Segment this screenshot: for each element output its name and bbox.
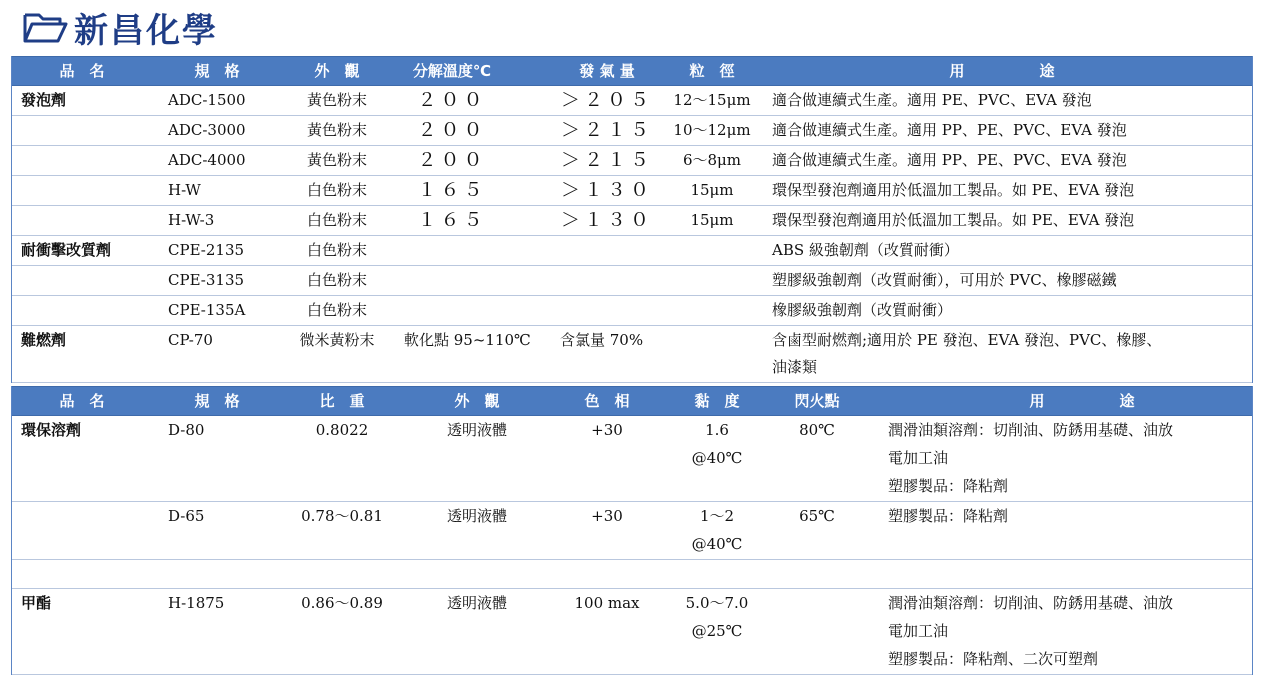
product-spec: D-80 xyxy=(168,421,205,439)
color-value: +30 xyxy=(591,421,623,439)
col-header-usage: 用 途 xyxy=(949,62,1055,80)
col-header-appearance: 外 觀 xyxy=(454,392,500,410)
table-row xyxy=(12,296,1252,326)
specific-gravity: 0.8022 xyxy=(315,421,369,439)
table-header xyxy=(12,56,1252,86)
table-row xyxy=(12,146,1252,176)
gas-volume: ＞２１５ xyxy=(560,119,653,141)
table-row xyxy=(12,589,1252,675)
color-value: 100 max xyxy=(574,594,640,612)
table-row xyxy=(12,86,1252,116)
product-appearance: 白色粉末 xyxy=(306,181,367,199)
product-appearance: 透明液體 xyxy=(446,507,507,525)
product-usage: 潤滑油類溶劑：切削油、防銹用基礎、油放 xyxy=(888,421,1174,439)
decomp-temp: １６５ xyxy=(417,179,487,201)
viscosity: 5.0～7.0 xyxy=(685,594,749,612)
page-title: 新昌化學 xyxy=(74,10,218,51)
col-header-decomp-temp: 分解溫度℃ xyxy=(412,62,492,80)
product-spec: H-1875 xyxy=(168,594,225,612)
flash-point: 80℃ xyxy=(799,421,835,439)
product-usage: 含鹵型耐燃劑;適用於 PE 發泡、EVA 發泡、PVC、橡膠、 xyxy=(772,331,1162,349)
product-usage: 塑膠製品：降粘劑 xyxy=(888,507,1009,525)
product-usage: 適合做連續式生產。適用 PE、PVC、EVA 發泡 xyxy=(772,91,1092,109)
product-usage: 塑膠製品：降粘劑、二次可塑劑 xyxy=(888,650,1099,668)
col-header-spec: 規 格 xyxy=(194,62,240,80)
viscosity-temp: @25℃ xyxy=(691,622,743,640)
col-header-viscosity: 黏 度 xyxy=(694,392,740,410)
table-row xyxy=(12,236,1252,266)
softening-point: 軟化點 95~110℃ xyxy=(404,331,531,349)
product-spec: CP-70 xyxy=(168,331,213,349)
product-category: 環保溶劑 xyxy=(21,421,82,439)
col-header-gas-volume: 發 氣 量 xyxy=(579,62,635,80)
product-usage: 塑膠製品：降粘劑 xyxy=(888,477,1009,495)
product-table-additives xyxy=(11,56,1253,383)
product-category: 耐衝擊改質劑 xyxy=(21,241,112,259)
particle-size: 15μm xyxy=(690,181,734,199)
product-usage: 電加工油 xyxy=(888,449,949,467)
table-row xyxy=(12,266,1252,296)
table-row xyxy=(12,176,1252,206)
col-header-spec: 規 格 xyxy=(194,392,240,410)
table-row xyxy=(12,416,1252,502)
product-table-solvents xyxy=(11,386,1253,675)
particle-size: 6～8μm xyxy=(682,151,742,169)
table-row xyxy=(12,502,1252,560)
product-category: 發泡劑 xyxy=(21,91,67,109)
product-category: 甲酯 xyxy=(21,594,52,612)
product-category: 難燃劑 xyxy=(21,331,67,349)
viscosity: 1.6 xyxy=(705,421,729,439)
viscosity: 1～2 xyxy=(699,507,735,525)
specific-gravity: 0.86～0.89 xyxy=(301,594,383,612)
product-usage: 適合做連續式生產。適用 PP、PE、PVC、EVA 發泡 xyxy=(772,121,1127,139)
product-usage: 橡膠級強韌劑（改質耐衝） xyxy=(772,301,953,319)
col-header-gravity: 比 重 xyxy=(319,392,365,410)
product-usage: 潤滑油類溶劑：切削油、防銹用基礎、油放 xyxy=(888,594,1174,612)
col-header-appearance: 外 觀 xyxy=(314,62,360,80)
product-spec: CPE-3135 xyxy=(168,271,245,289)
product-spec: D-65 xyxy=(168,507,205,525)
gas-volume: ＞２１５ xyxy=(560,149,653,171)
product-spec: H-W-3 xyxy=(168,211,215,229)
table-header xyxy=(12,386,1252,416)
product-appearance: 微米黃粉末 xyxy=(299,331,375,349)
gas-volume: ＞１３０ xyxy=(560,179,653,201)
table-row xyxy=(12,116,1252,146)
product-usage: 電加工油 xyxy=(888,622,949,640)
decomp-temp: ２００ xyxy=(417,89,487,111)
product-usage: ABS 級強韌劑（改質耐衝） xyxy=(772,241,959,259)
product-spec: H-W xyxy=(168,181,201,199)
specific-gravity: 0.78～0.81 xyxy=(301,507,383,525)
table-row xyxy=(12,326,1252,383)
product-appearance: 透明液體 xyxy=(446,594,507,612)
viscosity-temp: @40℃ xyxy=(691,535,743,553)
col-header-particle-size: 粒 徑 xyxy=(689,62,735,80)
product-appearance: 黃色粉末 xyxy=(306,151,367,169)
particle-size: 12～15μm xyxy=(673,91,751,109)
gas-volume: ＞２０５ xyxy=(560,89,653,111)
decomp-temp: １６５ xyxy=(417,209,487,231)
product-spec: ADC-3000 xyxy=(168,121,246,139)
particle-size: 10～12μm xyxy=(673,121,751,139)
product-appearance: 透明液體 xyxy=(446,421,507,439)
product-spec: CPE-2135 xyxy=(168,241,245,259)
page-header xyxy=(22,4,218,50)
col-header-usage: 用 途 xyxy=(1029,392,1135,410)
product-appearance: 白色粉末 xyxy=(306,241,367,259)
color-value: +30 xyxy=(591,507,623,525)
product-usage: 適合做連續式生產。適用 PP、PE、PVC、EVA 發泡 xyxy=(772,151,1127,169)
product-spec: CPE-135A xyxy=(168,301,246,319)
product-usage: 塑膠級強韌劑（改質耐衝），可用於 PVC、橡膠磁鐵 xyxy=(772,271,1117,289)
product-usage: 環保型發泡劑適用於低溫加工製品。如 PE、EVA 發泡 xyxy=(772,211,1135,229)
table-row xyxy=(12,206,1252,236)
flash-point: 65℃ xyxy=(799,507,835,525)
col-header-name: 品 名 xyxy=(59,62,105,80)
product-usage: 環保型發泡劑適用於低溫加工製品。如 PE、EVA 發泡 xyxy=(772,181,1135,199)
product-usage-line2: 油漆類 xyxy=(772,358,818,376)
chlorine-content: 含氯量 70% xyxy=(560,331,644,349)
viscosity-temp: @40℃ xyxy=(691,449,743,467)
decomp-temp: ２００ xyxy=(417,149,487,171)
col-header-name: 品 名 xyxy=(59,392,105,410)
product-appearance: 黃色粉末 xyxy=(306,91,367,109)
gas-volume: ＞１３０ xyxy=(560,209,653,231)
decomp-temp: ２００ xyxy=(417,119,487,141)
product-appearance: 白色粉末 xyxy=(306,301,367,319)
particle-size: 15μm xyxy=(690,211,734,229)
product-spec: ADC-1500 xyxy=(168,91,246,109)
product-appearance: 白色粉末 xyxy=(306,211,367,229)
folder-outline-icon xyxy=(22,7,68,47)
col-header-color: 色 相 xyxy=(584,392,630,410)
product-spec: ADC-4000 xyxy=(168,151,246,169)
product-appearance: 黃色粉末 xyxy=(306,121,367,139)
spacer-row xyxy=(12,560,1252,589)
product-appearance: 白色粉末 xyxy=(306,271,367,289)
col-header-flash-point: 閃火點 xyxy=(794,392,840,410)
